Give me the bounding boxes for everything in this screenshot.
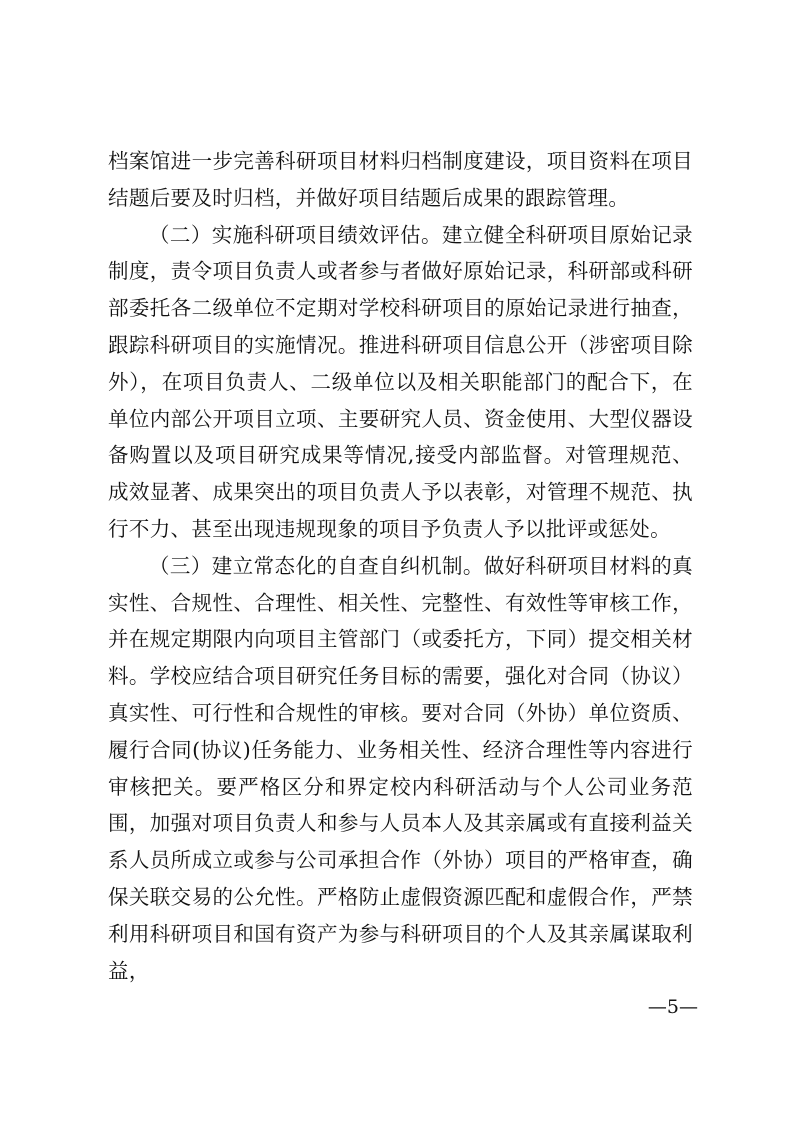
body-text <box>108 143 693 989</box>
page-number: —5— <box>647 996 698 1018</box>
paragraph-continuation: 档案馆进一步完善科研项目材料归档制度建设，项目资料在项目结题后要及时归档，并做好项目结题后成果的跟踪管理。 <box>108 149 693 210</box>
paragraph-section-three: （三）建立常态化的自查自纠机制。做好科研项目材料的真实性、合规性、合理性、相关性、完整性、有效性等审核工作，并在规定期限内向项目主管部门（或委托方，下同）提交相关材料。学校应结合项目研究任务目标的需要，强化对合同（协议）真实性、可行性和合规性的审核。要对合同（外协）单位资质、履行合同(协议)任务能力、业务相关性、经济合理性等内容进行审核把关。要严格区分和界定校内科研活动与个人公司业务范围，加强对项目负责人和参与人员本人及其亲属或有直接利益关系人员所成立或参与公司承担合作（外协）项目的严格审查，确保关联交易的公允性。严格防止虚假资源匹配和虚假合作，严禁利用科研项目和国有资产为参与科研项目的个人及其亲属谋取利益， <box>108 553 693 983</box>
paragraph-section-two: （二）实施科研项目绩效评估。建立健全科研项目原始记录制度，责令项目负责人或者参与者做好原始记录，科研部或科研部委托各二级单位不定期对学校科研项目的原始记录进行抽查，跟踪科研项目的实施情况。推进科研项目信息公开（涉密项目除外），在项目负责人、二级单位以及相关职能部门的配合下，在单位内部公开项目立项、主要研究人员、资金使用、大型仪器设备购置以及项目研究成果等情况,接受内部监督。对管理规范、成效显著、成果突出的项目负责人予以表彰，对管理不规范、执行不力、甚至出现违规现象的项目予负责人予以批评或惩处。 <box>108 222 693 541</box>
